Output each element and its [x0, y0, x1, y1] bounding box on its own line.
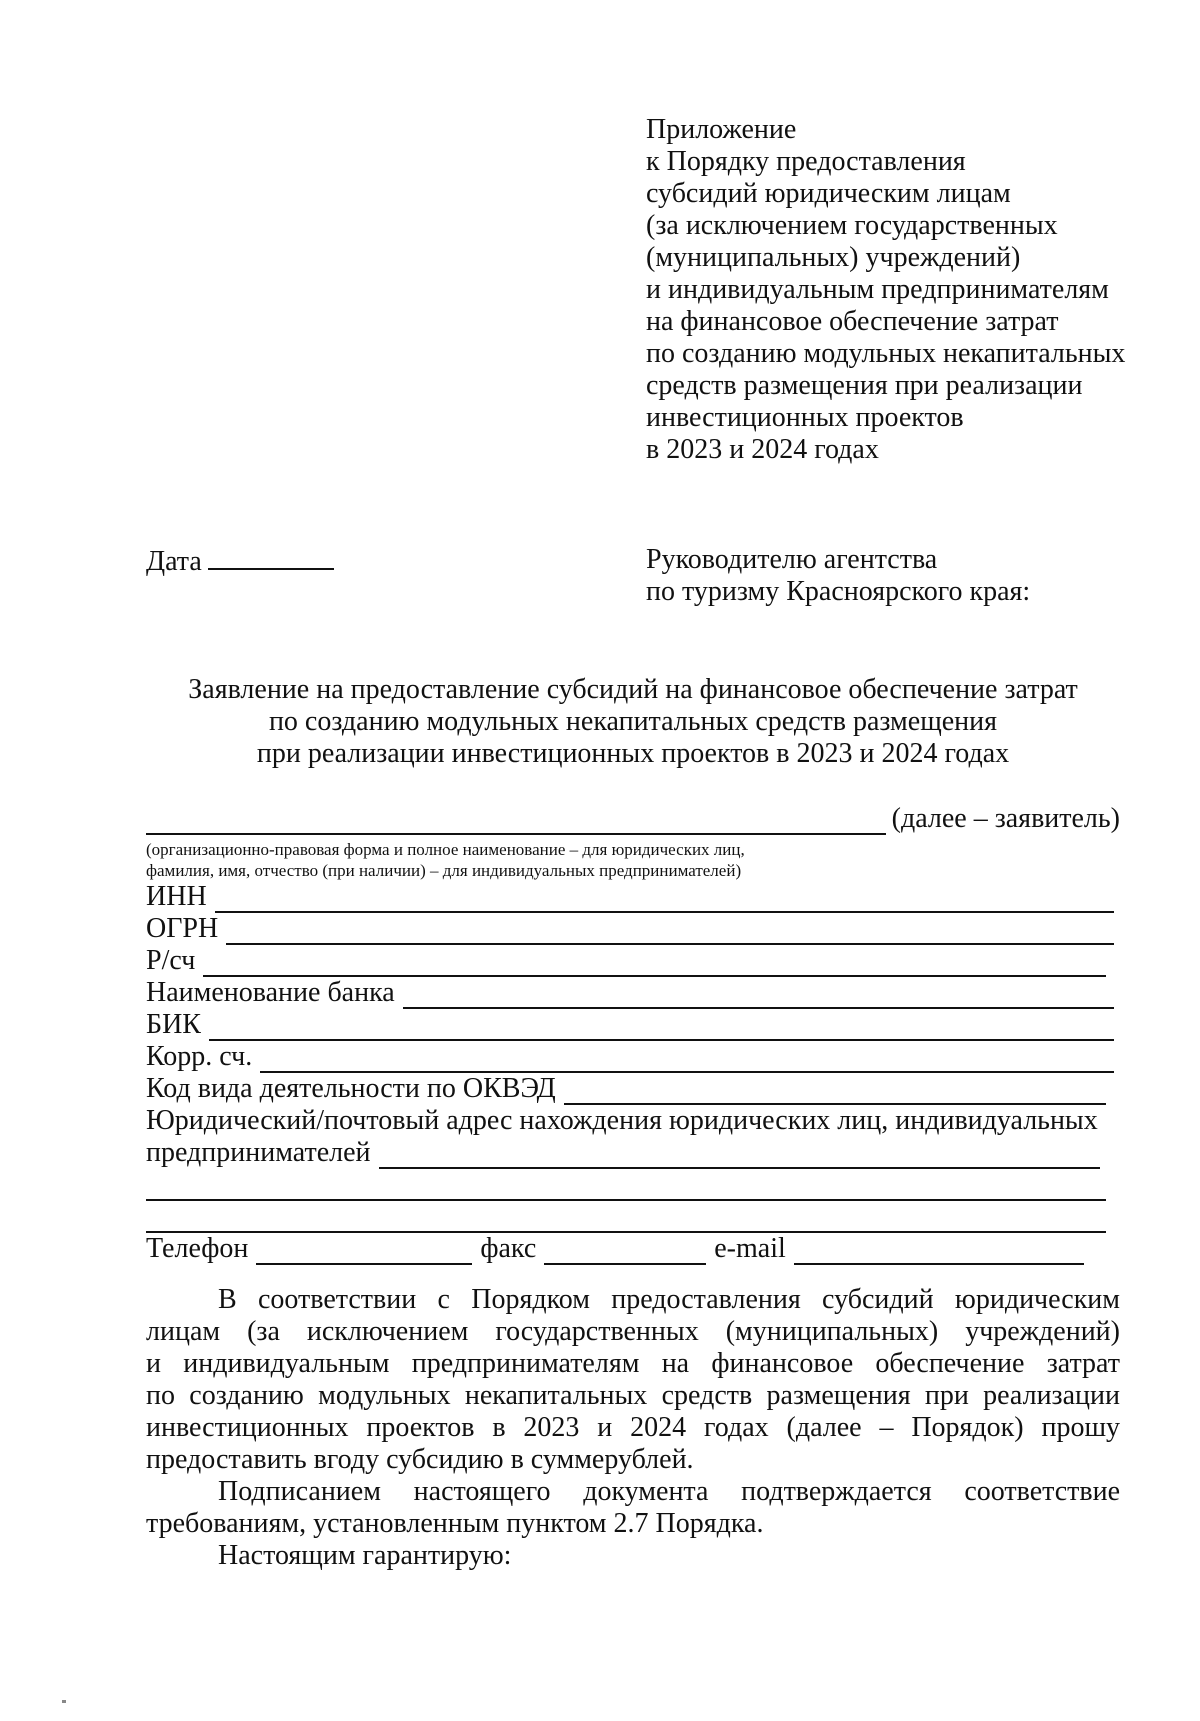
corr-account-label: Корр. сч.	[146, 1041, 253, 1072]
paragraph-request	[146, 1284, 1120, 1476]
inn-blank[interactable]	[215, 887, 1114, 913]
request-currency: рублей.	[604, 1444, 694, 1475]
hint-line: (организационно-правовая форма и полное наименование – для юридических лиц,	[146, 840, 745, 859]
date-field	[146, 544, 334, 578]
paragraph-line: лицам (за исключением государственных (муниципальных) учреждений)	[146, 1316, 1120, 1347]
appendix-line: в 2023 и 2024 годах	[646, 434, 879, 465]
contacts-row	[146, 1233, 1120, 1265]
addressee	[646, 544, 1166, 608]
address-blank-extra[interactable]	[146, 1169, 1106, 1201]
addressee-line: по туризму Красноярского края:	[646, 576, 1031, 607]
bank-name-row	[146, 977, 1120, 1009]
appendix-header	[646, 114, 1166, 466]
request-year-prefix: предоставить в	[146, 1444, 327, 1475]
paragraph-line: В соответствии с Порядком предоставления субсидий юридическим	[218, 1284, 1120, 1315]
application-form	[146, 803, 1120, 1265]
title-line: Заявление на предоставление субсидий на финансовое обеспечение затрат	[188, 674, 1078, 705]
appendix-line: Приложение	[646, 114, 797, 145]
request-amount-prefix: году субсидию в сумме	[326, 1444, 605, 1475]
fax-blank[interactable]	[544, 1239, 706, 1265]
account-row	[146, 945, 1120, 977]
bik-blank[interactable]	[209, 1015, 1114, 1041]
bank-name-blank[interactable]	[403, 983, 1114, 1009]
title-line: по созданию модульных некапитальных средств размещения	[268, 706, 998, 737]
phone-blank[interactable]	[256, 1239, 472, 1265]
title-line: при реализации инвестиционных проектов в 2023 и 2024 годах	[256, 738, 1010, 769]
appendix-line: инвестиционных проектов	[646, 402, 964, 433]
inn-label: ИНН	[146, 881, 207, 912]
paragraph-line	[146, 1444, 1120, 1476]
hint-line: фамилия, имя, отчество (при наличии) – для индивидуальных предпринимателей)	[146, 861, 742, 880]
address-row-2	[146, 1137, 1120, 1169]
email-blank[interactable]	[794, 1239, 1084, 1265]
appendix-line: по созданию модульных некапитальных	[646, 338, 1126, 369]
paragraph-line: требованиям, установленным пунктом 2.7 Порядка.	[146, 1508, 764, 1539]
address-blank-extra[interactable]	[146, 1201, 1106, 1233]
applicant-suffix: (далее – заявитель)	[891, 803, 1120, 834]
body-text	[146, 1284, 1120, 1572]
paragraph-line: и индивидуальным предпринимателям на финансовое обеспечение затрат	[146, 1348, 1120, 1379]
address-blank[interactable]	[379, 1143, 1100, 1169]
okved-label: Код вида деятельности по ОКВЭД	[146, 1073, 556, 1104]
paragraph-line: Настоящим гарантирую:	[218, 1540, 512, 1571]
inn-row	[146, 881, 1120, 913]
appendix-line: субсидий юридическим лицам	[646, 178, 1011, 209]
corr-account-row	[146, 1041, 1120, 1073]
account-label: Р/сч	[146, 945, 196, 976]
appendix-line: (за исключением государственных	[646, 210, 1058, 241]
appendix-line: средств размещения при реализации	[646, 370, 1083, 401]
ogrn-blank[interactable]	[226, 919, 1114, 945]
address-label-cont: предпринимателей	[146, 1137, 371, 1168]
paragraph-line: инвестиционных проектов в 2023 и 2024 годах (далее – Порядок) прошу	[146, 1412, 1120, 1443]
applicant-row	[146, 803, 1120, 835]
okved-blank[interactable]	[564, 1079, 1106, 1105]
paragraph-compliance	[146, 1476, 1120, 1540]
ogrn-label: ОГРН	[146, 913, 219, 944]
address-row-1	[146, 1105, 1120, 1137]
date-blank[interactable]	[208, 544, 334, 570]
appendix-line: и индивидуальным предпринимателям	[646, 274, 1109, 305]
ogrn-row	[146, 913, 1120, 945]
okved-row	[146, 1073, 1120, 1105]
applicant-hint	[146, 839, 1120, 881]
phone-label: Телефон	[146, 1233, 249, 1264]
bank-name-label: Наименование банка	[146, 977, 395, 1008]
addressee-line: Руководителю агентства	[646, 544, 938, 575]
bik-label: БИК	[146, 1009, 201, 1040]
scan-artifact	[62, 1700, 66, 1703]
appendix-line: к Порядку предоставления	[646, 146, 966, 177]
appendix-line: (муниципальных) учреждений)	[646, 242, 1021, 273]
appendix-line: на финансовое обеспечение затрат	[646, 306, 1059, 337]
document-title	[146, 674, 1120, 770]
date-label: Дата	[146, 546, 202, 577]
bik-row	[146, 1009, 1120, 1041]
corr-account-blank[interactable]	[260, 1047, 1114, 1073]
account-blank[interactable]	[203, 951, 1106, 977]
address-label: Юридический/почтовый адрес нахождения юридических лиц, индивидуальных	[146, 1105, 1098, 1136]
fax-label: факс	[480, 1233, 537, 1264]
paragraph-guarantee	[146, 1540, 1120, 1572]
email-label: e-mail	[714, 1233, 786, 1264]
applicant-name-blank[interactable]	[146, 809, 886, 835]
paragraph-line: по созданию модульных некапитальных средств размещения при реализации	[146, 1380, 1120, 1411]
paragraph-line: Подписанием настоящего документа подтверждается соответствие	[218, 1476, 1120, 1507]
